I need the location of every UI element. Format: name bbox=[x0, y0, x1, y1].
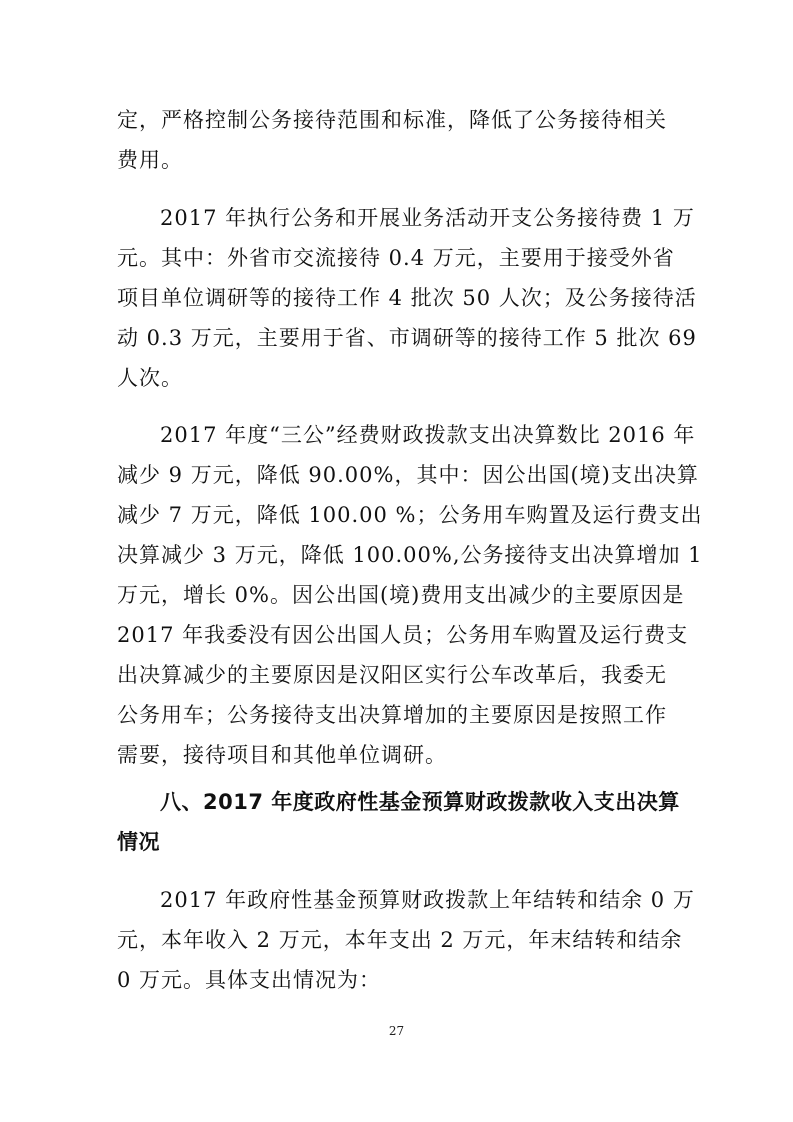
text-line: 需要，接待项目和其他单位调研。 bbox=[117, 743, 447, 767]
text-line: 决算减少 3 万元，降低 100.00%,公务接待支出决算增加 1 bbox=[117, 543, 703, 567]
page-number: 27 bbox=[388, 1024, 405, 1038]
text-line: 动 0.3 万元，主要用于省、市调研等的接待工作 5 批次 69 bbox=[117, 326, 697, 350]
section-heading-line: 八、2017 年度政府性基金预算财政拨款收入支出决算 bbox=[160, 790, 680, 814]
text-line: 减少 9 万元，降低 90.00%，其中：因公出国(境)支出决算 bbox=[117, 463, 699, 487]
text-line: 2017 年我委没有因公出国人员；公务用车购置及运行费支 bbox=[117, 623, 689, 647]
text-line: 2017 年执行公务和开展业务活动开支公务接待费 1 万 bbox=[160, 206, 695, 230]
text-line: 0 万元。具体支出情况为： bbox=[117, 968, 382, 992]
text-line: 元，本年收入 2 万元，本年支出 2 万元，年末结转和结余 bbox=[117, 928, 683, 952]
text-line: 定，严格控制公务接待范围和标准，降低了公务接待相关 bbox=[117, 108, 667, 132]
section-heading-line: 情况 bbox=[117, 830, 160, 854]
text-line: 元。其中：外省市交流接待 0.4 万元，主要用于接受外省 bbox=[117, 246, 675, 270]
text-line: 费用。 bbox=[117, 148, 183, 172]
text-line: 项目单位调研等的接待工作 4 批次 50 人次；及公务接待活 bbox=[117, 286, 697, 310]
text-line: 人次。 bbox=[117, 366, 183, 390]
text-line: 公务用车；公务接待支出决算增加的主要原因是按照工作 bbox=[117, 703, 667, 727]
text-line: 2017 年度“三公”经费财政拨款支出决算数比 2016 年 bbox=[160, 423, 696, 447]
text-line: 2017 年政府性基金预算财政拨款上年结转和结余 0 万 bbox=[160, 888, 695, 912]
text-line: 出决算减少的主要原因是汉阳区实行公车改革后，我委无 bbox=[117, 663, 667, 687]
text-line: 万元，增长 0%。因公出国(境)费用支出减少的主要原因是 bbox=[117, 583, 685, 607]
text-line: 减少 7 万元，降低 100.00 %；公务用车购置及运行费支出 bbox=[117, 503, 703, 527]
